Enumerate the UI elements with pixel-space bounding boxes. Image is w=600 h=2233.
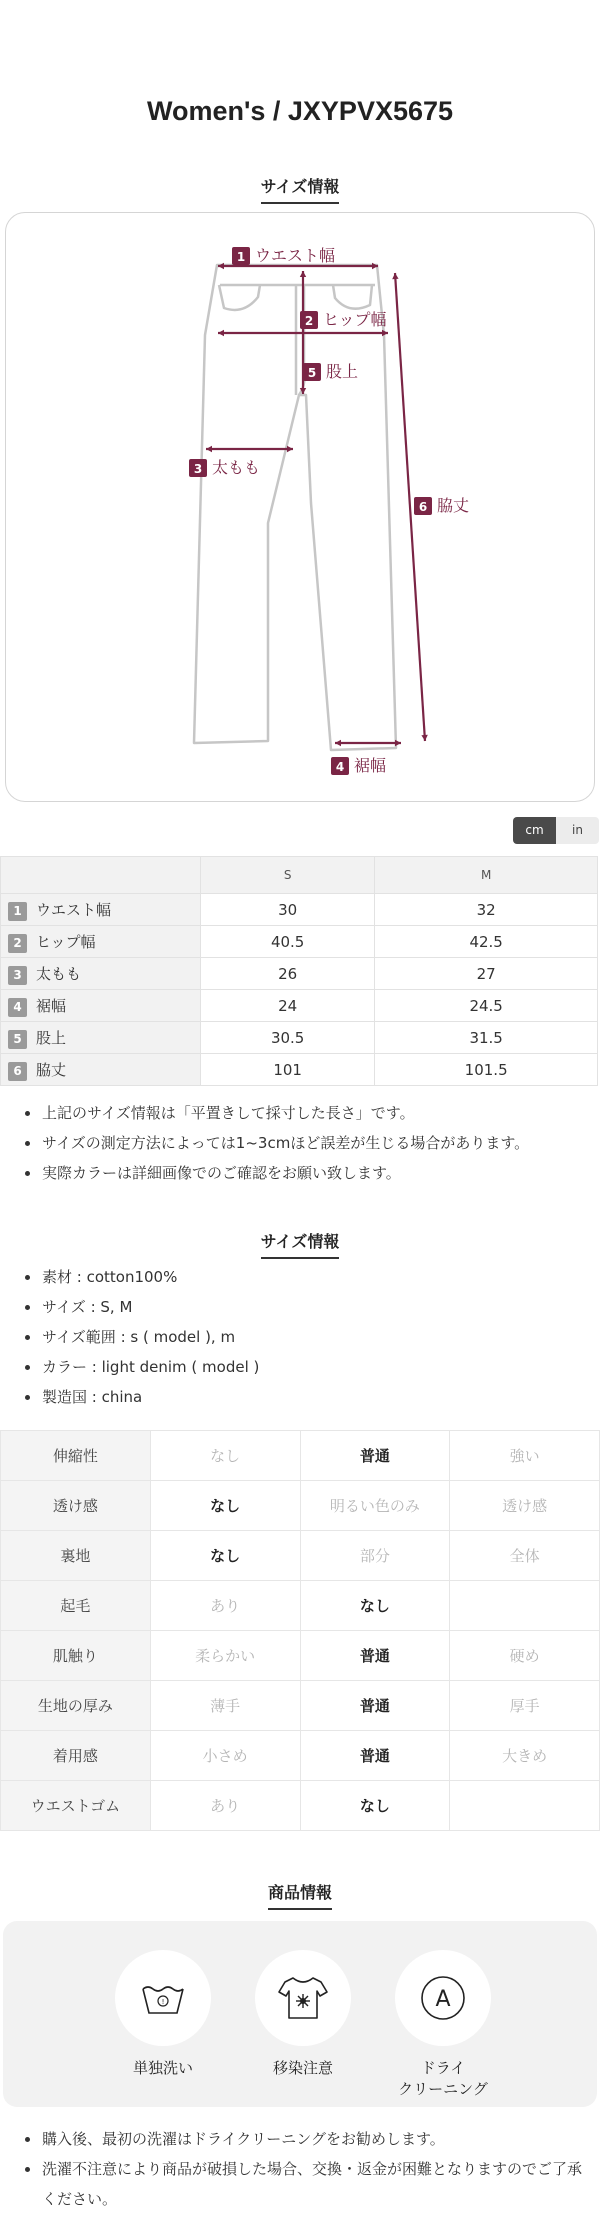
size-column-header: S [201,857,375,894]
attribute-option: 部分 [300,1531,450,1581]
size-notes [22,1098,582,1188]
attribute-label: 着用感 [1,1731,151,1781]
svg-text:!: ! [161,1998,165,2006]
page-title: Women's / JXYPVX5675 [146,96,454,126]
care-item-stain [243,1950,363,2079]
row-label [1,926,201,958]
table-cell: 40.5 [201,926,375,958]
row-label-text: ウエスト幅 [36,900,112,919]
row-label-text: 裾幅 [36,996,67,1015]
side-length-number: 6 [418,500,428,514]
row-label [1,894,201,926]
waist-number: 1 [236,250,246,264]
table-row [1,958,598,990]
table-cell: 30 [201,894,375,926]
row-number-badge: 1 [8,902,27,921]
list-item: カラー : light denim ( model ) [22,1352,582,1382]
spec-list [22,1262,582,1412]
list-item: 素材 : cotton100% [22,1262,582,1292]
row-label-text: 股上 [36,1028,67,1047]
side-length-label [414,496,469,515]
attribute-option: あり [150,1581,300,1631]
attribute-option: あり [150,1781,300,1831]
care-label: 単独洗い [132,2059,193,2077]
hem-label [331,756,386,775]
spec-heading: サイズ情報 [0,1229,600,1259]
dry-clean-icon [395,1950,491,2046]
fabric-attributes-table [0,1430,600,1831]
unit-toggle[interactable] [513,817,599,844]
table-cell: 32 [375,894,598,926]
attribute-label: 起毛 [1,1581,151,1631]
hip-arrowhead [218,330,224,336]
measurement-labels [189,246,469,775]
attribute-option: 小さめ [150,1731,300,1781]
list-item: サイズ : S, M [22,1292,582,1322]
table-cell: 42.5 [375,926,598,958]
care-label: ドライ クリーニング [398,2059,488,2098]
attribute-option: 薄手 [150,1681,300,1731]
list-item: サイズ範囲 : s ( model ), m [22,1322,582,1352]
side-length-arrowhead [392,273,398,279]
side-length-arrowhead [421,735,427,741]
list-item: 製造国 : china [22,1382,582,1412]
attribute-option [450,1581,600,1631]
hem-arrowhead [395,740,401,746]
table-row [1,1681,600,1731]
hem-text: 裾幅 [354,756,387,775]
care-instructions [3,1921,597,2107]
attribute-option: 普通 [300,1631,450,1681]
row-label [1,1054,201,1086]
table-cell: 30.5 [201,1022,375,1054]
pants-outline [194,265,396,750]
care-item-wash [103,1950,223,2079]
attribute-option: 柔らかい [150,1631,300,1681]
row-label [1,958,201,990]
table-row [1,1054,598,1086]
row-number-badge: 5 [8,1030,27,1049]
row-label-text: 太もも [36,964,82,983]
list-item: 上記のサイズ情報は「平置きして採寸した長さ」です。 [22,1098,582,1128]
table-row [1,1581,600,1631]
table-cell: 31.5 [375,1022,598,1054]
side-length-text: 脇丈 [437,496,470,515]
rise-text: 股上 [326,362,359,381]
table-cell: 101 [201,1054,375,1086]
attribute-label: 生地の厚み [1,1681,151,1731]
attribute-option: 強い [450,1431,600,1481]
table-cell: 26 [201,958,375,990]
thigh-arrowhead [287,446,293,452]
wash-basin-icon [115,1950,211,2046]
table-cell: 27 [375,958,598,990]
rise-label [303,362,358,381]
hem-number: 4 [335,760,345,774]
table-row [1,1531,600,1581]
attribute-label: 裏地 [1,1531,151,1581]
attribute-option: 大きめ [450,1731,600,1781]
table-cell: 24.5 [375,990,598,1022]
care-notes [22,2124,582,2214]
row-label [1,990,201,1022]
hip-text: ヒップ幅 [323,310,387,329]
row-number-badge: 2 [8,934,27,953]
pants-diagram [6,213,596,803]
attribute-label: 透け感 [1,1481,151,1531]
row-label [1,1022,201,1054]
size-info-heading: サイズ情報 [0,174,600,204]
rise-arrowhead [300,271,306,277]
size-table-header [1,857,598,894]
row-label-text: 脇丈 [36,1060,67,1079]
table-row [1,1431,600,1481]
thigh-text: 太もも [212,458,261,477]
list-item: 購入後、最初の洗濯はドライクリーニングをお勧めします。 [22,2124,582,2154]
row-number-badge: 4 [8,998,27,1017]
rise-number: 5 [307,366,317,380]
table-row [1,926,598,958]
size-table-corner [1,857,201,894]
attribute-option: 普通 [300,1431,450,1481]
row-number-badge: 3 [8,966,27,985]
attribute-option: なし [150,1481,300,1531]
unit-in-button[interactable]: in [556,817,599,844]
attribute-option: なし [150,1531,300,1581]
dry-clean-symbol: A [435,1987,451,2012]
attribute-option [450,1781,600,1831]
hip-number: 2 [304,314,314,328]
list-item: 洗濯不注意により商品が破損した場合、交換・返金が困難となりますのでご了承ください。 [22,2154,582,2214]
table-cell: 24 [201,990,375,1022]
care-label: 移染注意 [272,2059,333,2077]
attribute-label: 伸縮性 [1,1431,151,1481]
table-cell: 101.5 [375,1054,598,1086]
hem-arrowhead [335,740,341,746]
attribute-option: 普通 [300,1731,450,1781]
attribute-option: 硬め [450,1631,600,1681]
size-diagram [5,212,595,802]
attribute-option: なし [150,1431,300,1481]
attribute-option: 厚手 [450,1681,600,1731]
thigh-label [189,458,260,477]
thigh-arrowhead [206,446,212,452]
attribute-option: 全体 [450,1531,600,1581]
attribute-option: 透け感 [450,1481,600,1531]
size-column-header: M [375,857,598,894]
row-number-badge: 6 [8,1062,27,1081]
attribute-option: なし [300,1781,450,1831]
table-row [1,1781,600,1831]
waist-label [232,246,335,265]
unit-cm-button[interactable]: cm [513,817,556,844]
table-row [1,1731,600,1781]
list-item: サイズの測定方法によっては1~3cmほど誤差が生じる場合があります。 [22,1128,582,1158]
thigh-number: 3 [193,462,203,476]
attribute-option: 明るい色のみ [300,1481,450,1531]
attribute-option: 普通 [300,1681,450,1731]
table-row [1,1481,600,1531]
waist-text: ウエスト幅 [255,246,336,265]
size-table [0,856,598,1086]
row-label-text: ヒップ幅 [36,932,96,951]
list-item: 実際カラーは詳細画像でのご確認をお願い致します。 [22,1158,582,1188]
attribute-label: ウエストゴム [1,1781,151,1831]
table-row [1,1022,598,1054]
care-item-dry-clean [383,1950,503,2100]
product-info-heading: 商品情報 [0,1880,600,1910]
shirt-stain-icon [255,1950,351,2046]
hip-label [300,310,387,329]
attribute-label: 肌触り [1,1631,151,1681]
table-row [1,894,598,926]
table-row [1,1631,600,1681]
attribute-option: なし [300,1581,450,1631]
table-row [1,990,598,1022]
